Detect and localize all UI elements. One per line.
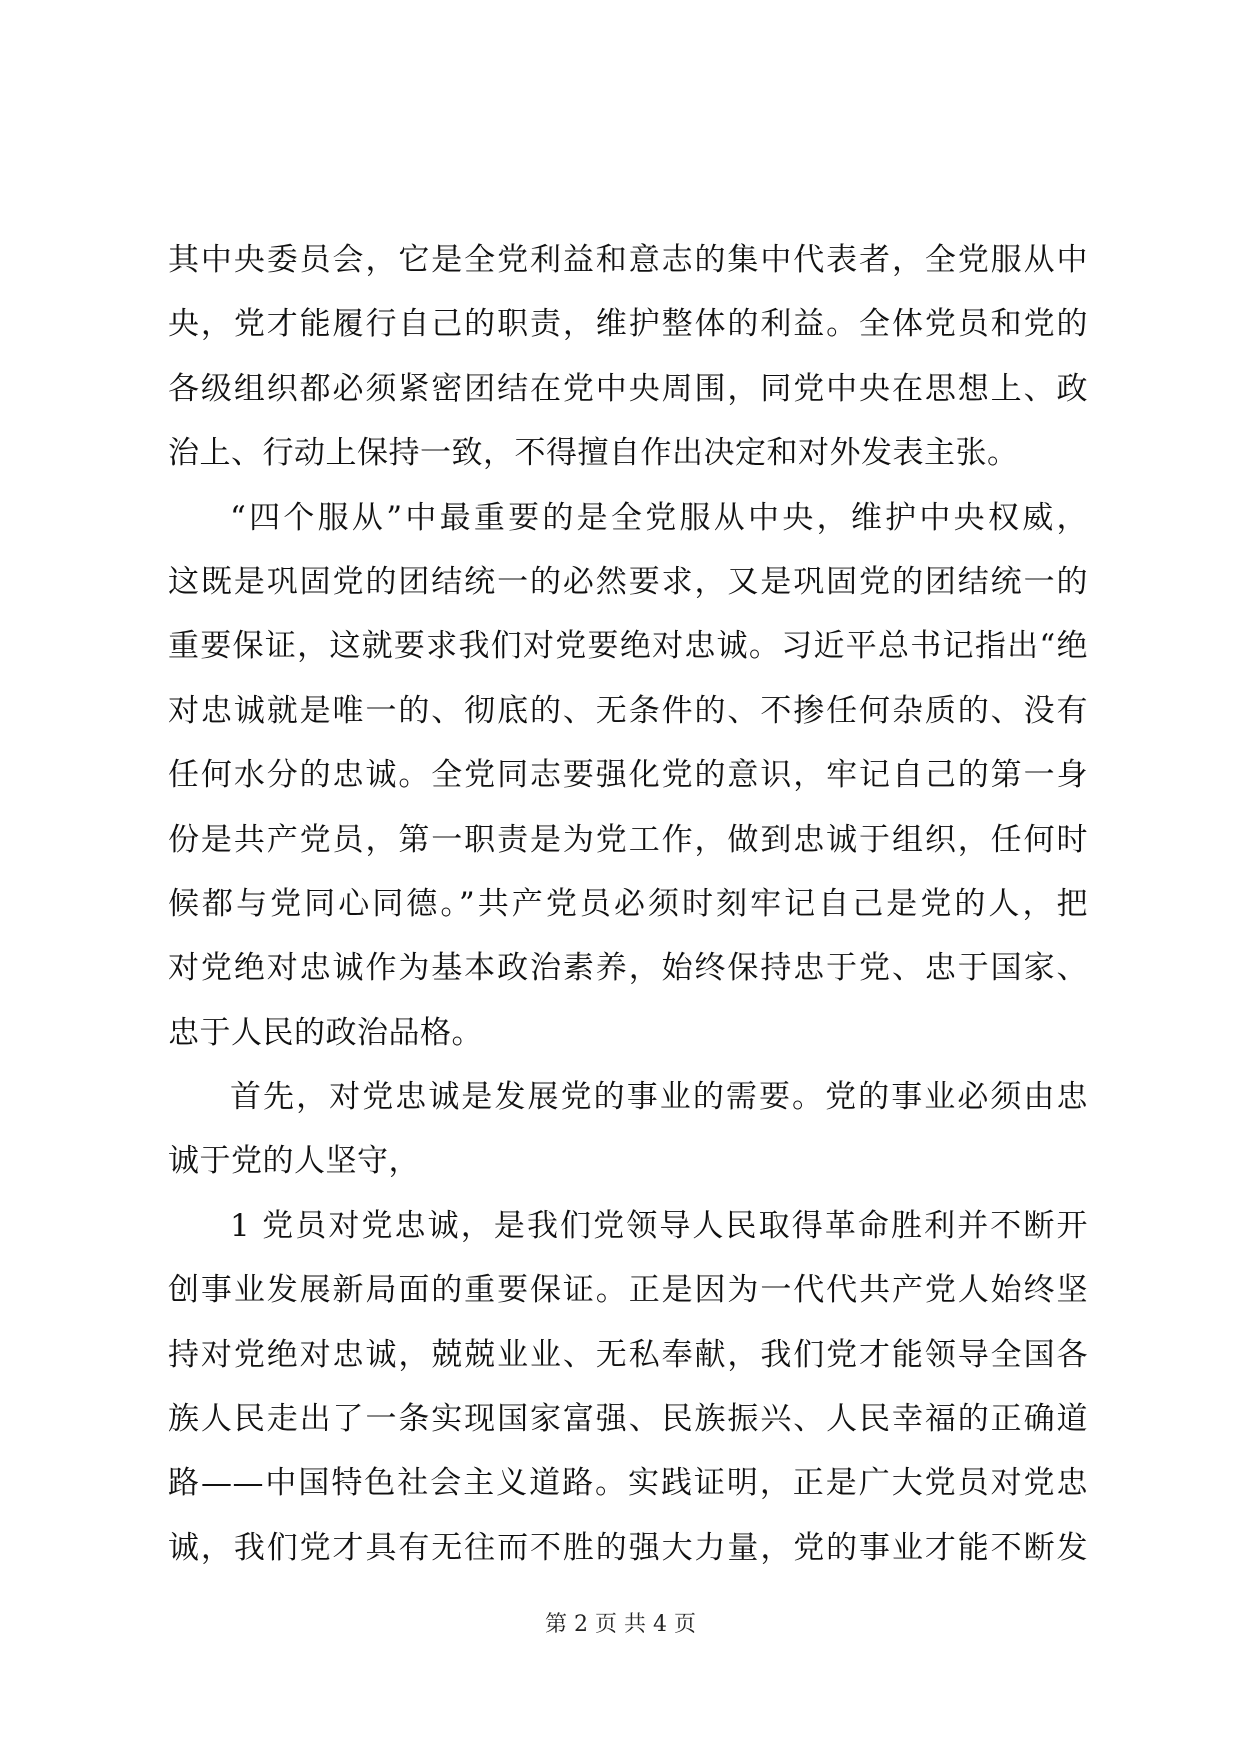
- document-body: [168, 228, 1088, 1580]
- text-line: 各级组织都必须紧密团结在党中央周围，同党中央在思想上、政: [168, 370, 1088, 407]
- text-line: 其中央委员会，它是全党利益和意志的集中代表者，全党服从中: [168, 242, 1088, 278]
- text-line: 对忠诚就是唯一的、彻底的、无条件的、不掺任何杂质的、没有: [168, 692, 1088, 729]
- text-line: 忠于人民的政治品格。: [168, 1014, 483, 1051]
- text-line: 1 党员对党忠诚，是我们党领导人民取得革命胜利并不断开: [230, 1207, 1088, 1244]
- page-footer: 第 2 页 共 4 页: [545, 1612, 696, 1637]
- text-line: 对党绝对忠诚作为基本政治素养，始终保持忠于党、忠于国家、: [168, 950, 1088, 987]
- text-line: 创事业发展新局面的重要保证。正是因为一代代共产党人始终坚: [168, 1272, 1088, 1309]
- text-line: 持对党绝对忠诚，兢兢业业、无私奉献，我们党才能领导全国各: [168, 1336, 1088, 1373]
- text-line: 治上、行动上保持一致，不得擅自作出决定和对外发表主张。: [168, 435, 1019, 472]
- text-line: 族人民走出了一条实现国家富强、民族振兴、人民幸福的正确道: [168, 1401, 1088, 1438]
- text-line: “四个服从”中最重要的是全党服从中央，维护中央权威，: [230, 499, 1088, 536]
- text-line: 份是共产党员，第一职责是为党工作，做到忠诚于组织，任何时: [168, 821, 1088, 858]
- text-line: 央，党才能履行自己的职责，维护整体的利益。全体党员和党的: [168, 306, 1088, 343]
- text-line: 任何水分的忠诚。全党同志要强化党的意识，牢记自己的第一身: [168, 757, 1088, 794]
- text-line: 重要保证，这就要求我们对党要绝对忠诚。习近平总书记指出“绝: [168, 628, 1088, 665]
- text-line: 诚于党的人坚守，: [168, 1143, 420, 1180]
- text-line: 诚，我们党才具有无往而不胜的强大力量，党的事业才能不断发: [168, 1529, 1088, 1566]
- text-line: 这既是巩固党的团结统一的必然要求，又是巩固党的团结统一的: [168, 563, 1088, 600]
- text-line: 路——中国特色社会主义道路。实践证明，正是广大党员对党忠: [168, 1465, 1088, 1502]
- text-line: 首先，对党忠诚是发展党的事业的需要。党的事业必须由忠: [230, 1079, 1088, 1116]
- text-line: 候都与党同心同德。”共产党员必须时刻牢记自己是党的人，把: [168, 885, 1088, 922]
